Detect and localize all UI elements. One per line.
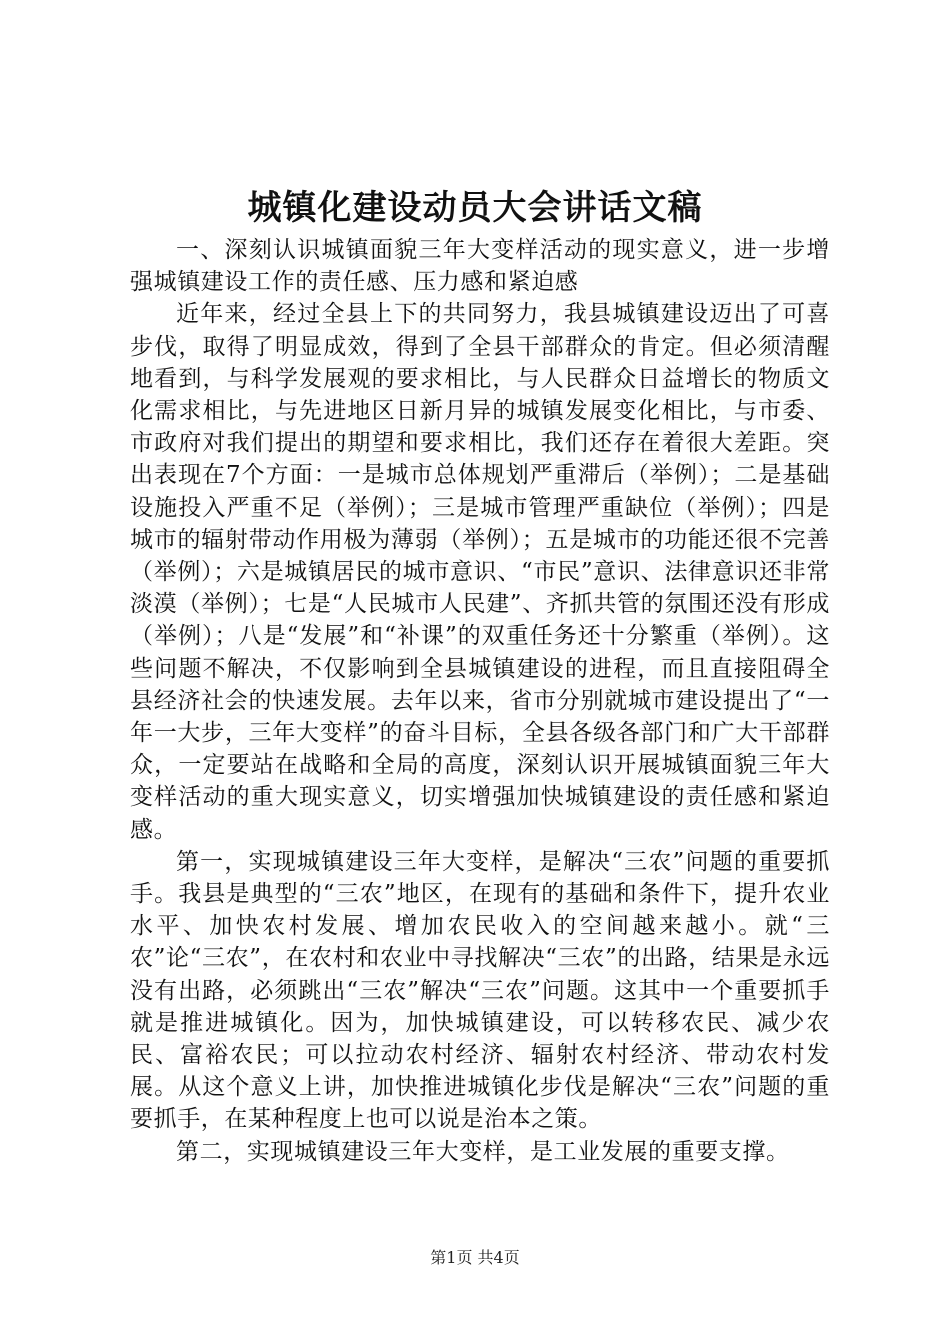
body-paragraph: 近年来，经过全县上下的共同努力，我县城镇建设迈出了可喜步伐，取得了明显成效，得到了全县干部群众的肯定。但必须清醒地看到，与科学发展观的要求相比，与人民群众日益增长的物质文化需求相比，与先进地区日新月异的城镇发展变化相比，与市委、市政府对我们提出的期望和要求相比，我们还存在着很大差距。突出表现在7个方面：一是城市总体规划严重滞后（举例）；二是基础设施投入严重不足（举例）；三是城市管理严重缺位（举例）；四是城市的辐射带动作用极为薄弱（举例）；五是城市的功能还很不完善（举例）；六是城镇居民的城市意识、“市民”意识、法律意识还非常淡漠（举例）；七是“人民城市人民建”、齐抓共管的氛围还没有形成（举例）；八是“发展”和“补课”的双重任务还十分繁重（举例）。这些问题不解决，不仅影响到全县城镇建设的进程，而且直接阻碍全县经济社会的快速发展。去年以来，省市分别就城市建设提出了“一年一大步，三年大变样”的奋斗目标，全县各级各部门和广大干部群众，一定要站在战略和全局的高度，深刻认识开展城镇面貌三年大变样活动的重大现实意义，切实增强加快城镇建设的责任感和紧迫感。 [130,301,830,843]
section-heading-paragraph: 一、深刻认识城镇面貌三年大变样活动的现实意义，进一步增强城镇建设工作的责任感、压力感和紧迫感 [130,237,830,296]
page-number-footer: 第1页 共4页 [430,1248,520,1267]
body-paragraph: 第一，实现城镇建设三年大变样，是解决“三农”问题的重要抓手。我县是典型的“三农”地区，在现有的基础和条件下，提升农业水平、加快农村发展、增加农民收入的空间越来越小。就“三农”论“三农”，在农村和农业中寻找解决“三农”的出路，结果是永远没有出路，必须跳出“三农”解决“三农”问题。这其中一个重要抓手就是推进城镇化。因为，加快城镇建设，可以转移农民、减少农民、富裕农民；可以拉动农村经济、辐射农村经济、带动农村发展。从这个意义上讲，加快推进城镇化步伐是解决“三农”问题的重要抓手，在某种程度上也可以说是治本之策。 [130,848,830,1133]
body-paragraph: 第二，实现城镇建设三年大变样，是工业发展的重要支撑。 [176,1138,790,1165]
document-body [130,234,830,1168]
document-title: 城镇化建设动员大会讲话文稿 [247,188,703,228]
